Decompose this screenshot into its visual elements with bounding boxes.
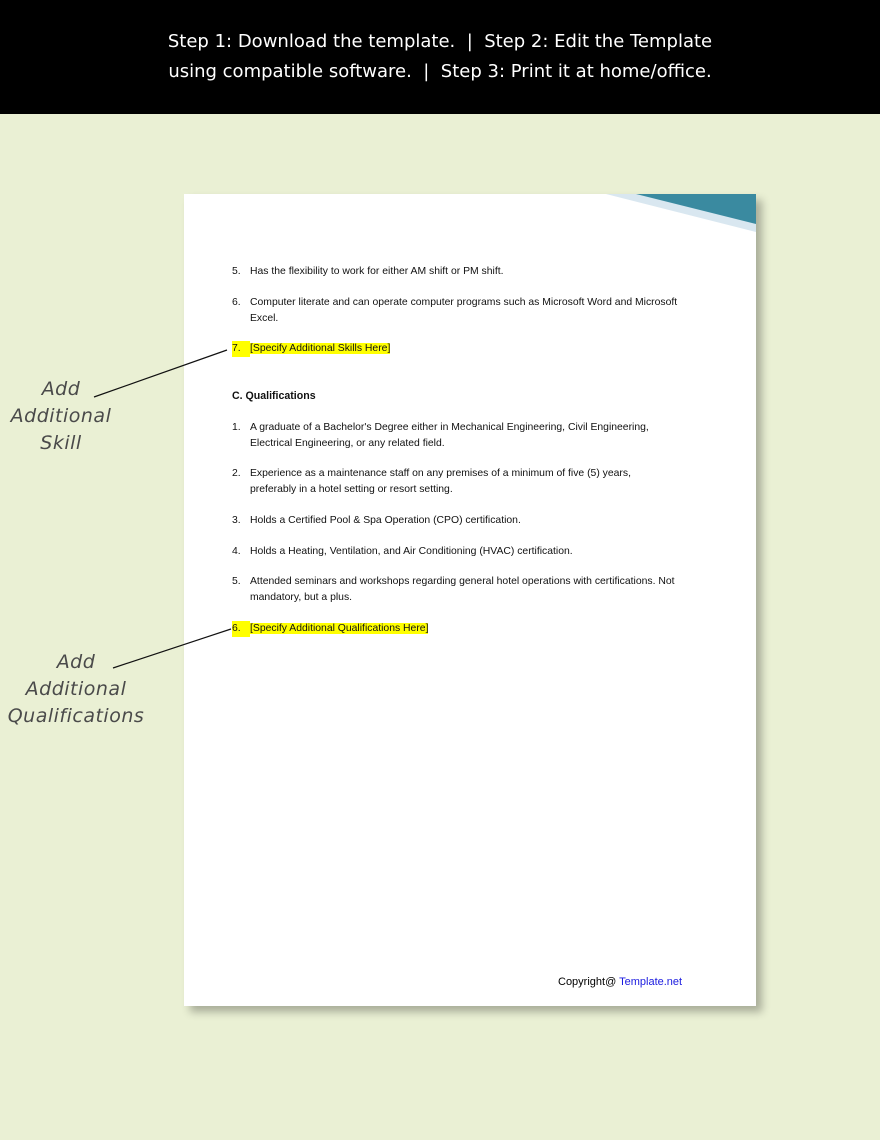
- list-number: 6.: [232, 297, 241, 308]
- list-number: 6.: [232, 621, 250, 637]
- banner-line-2: using compatible software. | Step 3: Print it at home/office.: [168, 61, 712, 82]
- annotation-line: Qualifications: [7, 705, 145, 727]
- qualifications-heading: C. Qualifications: [232, 390, 316, 402]
- list-text: Experience as a maintenance staff on any premises of a minimum of five (5) years, preferably in a hotel setting or resort setting.: [250, 468, 631, 495]
- list-number: 5.: [232, 266, 241, 277]
- qualifications-leader-line: [113, 629, 231, 668]
- annotation-line: Skill: [40, 432, 82, 454]
- annotation-line: Additional: [10, 405, 112, 427]
- list-number: 2.: [232, 468, 241, 479]
- template-link[interactable]: Template.net: [619, 976, 683, 988]
- list-number: 5.: [232, 576, 241, 587]
- annotation-line: Additional: [25, 678, 127, 700]
- list-number: 3.: [232, 515, 241, 526]
- additional-skills-placeholder[interactable]: [Specify Additional Skills Here]: [250, 343, 391, 354]
- additional-qualifications-placeholder[interactable]: [Specify Additional Qualifications Here]: [250, 623, 429, 634]
- list-text: Holds a Certified Pool & Spa Operation (CPO) certification.: [250, 515, 521, 526]
- copyright-text: Copyright@: [558, 976, 620, 988]
- list-text: Has the flexibility to work for either AM shift or PM shift.: [250, 266, 504, 277]
- list-text: Computer literate and can operate computer programs such as Microsoft Word and Microsoft Excel.: [250, 297, 678, 324]
- skill-leader-line: [94, 350, 227, 397]
- banner-line-1: Step 1: Download the template. | Step 2: Edit the Template: [167, 31, 713, 52]
- annotation-line: Add: [41, 378, 81, 400]
- list-number: 1.: [232, 422, 241, 433]
- list-text: Attended seminars and workshops regarding general hotel operations with certifications. Not mandatory, but a plus.: [250, 576, 675, 603]
- annotation-line: Add: [56, 651, 96, 673]
- list-text: Holds a Heating, Ventilation, and Air Conditioning (HVAC) certification.: [250, 546, 573, 557]
- list-text: A graduate of a Bachelor's Degree either in Mechanical Engineering, Civil Engineering, Electrical Engineering, or any related field.: [250, 422, 649, 449]
- list-number: 4.: [232, 546, 241, 557]
- list-number: 7.: [232, 341, 250, 357]
